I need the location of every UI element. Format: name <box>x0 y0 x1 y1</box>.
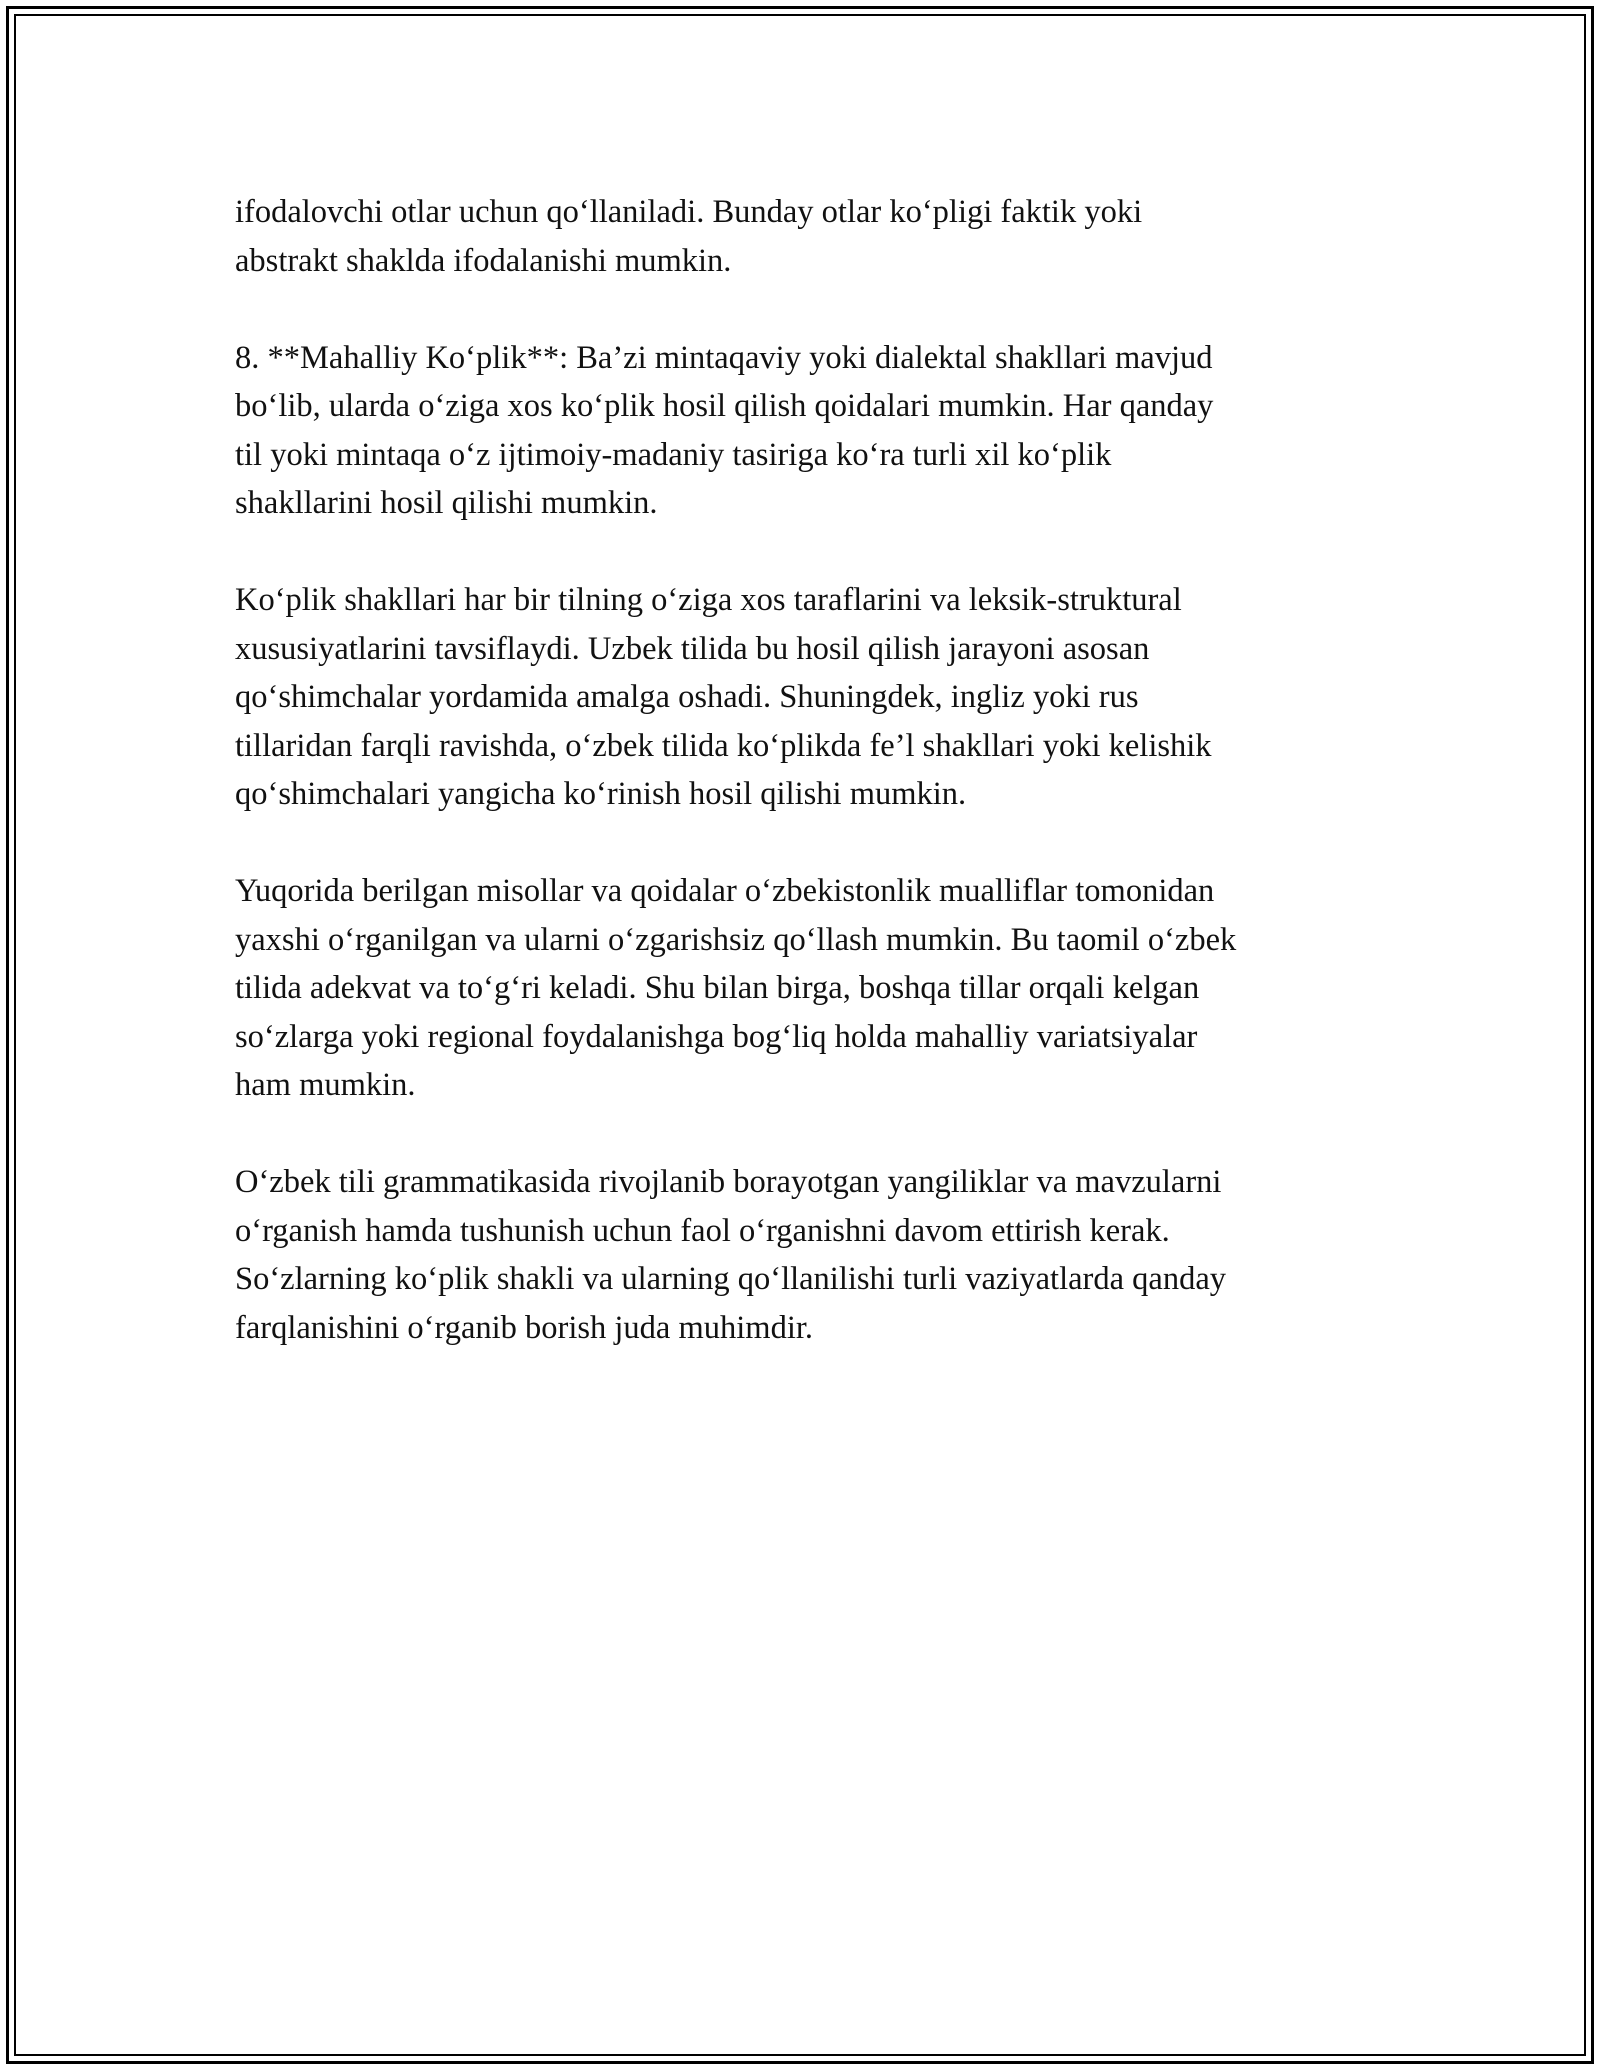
text-line: o‘rganish hamda tushunish uchun faol o‘rganishni davom ettirish kerak. <box>235 1212 1170 1249</box>
text-line: O‘zbek tili grammatikasida rivojlanib borayotgan yangiliklar va mavzularni <box>235 1164 1222 1200</box>
text-line: yaxshi o‘rganilgan va ularni o‘zgarishsiz qo‘llash mumkin. Bu taomil o‘zbek <box>235 921 1237 958</box>
text-line: Yuqorida berilgan misollar va qoidalar o‘zbekistonlik mualliflar tomonidan <box>235 873 1215 909</box>
text-line: abstrakt shaklda ifodalanishi mumkin. <box>235 242 732 279</box>
text-line: ham mumkin. <box>235 1067 416 1103</box>
paragraph-4 <box>235 867 1385 1110</box>
text-line: til yoki mintaqa o‘z ijtimoiy-madaniy tasiriga ko‘ra turli xil ko‘plik <box>235 436 1112 473</box>
text-line: Ko‘plik shakllari har bir tilning o‘ziga xos taraflarini va leksik-struktural <box>235 582 1182 618</box>
paragraph-5 <box>235 1158 1385 1352</box>
text-line: shakllarini hosil qilishi mumkin. <box>235 485 658 521</box>
text-line: tilida adekvat va to‘g‘ri keladi. Shu bilan birga, boshqa tillar orqali kelgan <box>235 970 1200 1006</box>
text-line: bo‘lib, ularda o‘ziga xos ko‘plik hosil qilish qoidalari mumkin. Har qanday <box>235 388 1214 424</box>
text-line: so‘zlarga yoki regional foydalanishga bog‘liq holda mahalliy variatsiyalar <box>235 1018 1198 1055</box>
text-line: So‘zlarning ko‘plik shakli va ularning qo‘llanilishi turli vaziyatlarda qanday <box>235 1261 1226 1297</box>
text-line: ifodalovchi otlar uchun qo‘llaniladi. Bunday otlar ko‘pligi faktik yoki <box>235 194 1143 230</box>
text-line: farqlanishini o‘rganib borish juda muhimdir. <box>235 1309 814 1346</box>
text-line: qo‘shimchalari yangicha ko‘rinish hosil qilishi mumkin. <box>235 776 967 812</box>
text-line: xususiyatlarini tavsiflaydi. Uzbek tilida bu hosil qilish jarayoni asosan <box>235 630 1150 667</box>
document-body <box>235 188 1385 1401</box>
text-line: tillaridan farqli ravishda, o‘zbek tilida ko‘plikda fe’l shakllari yoki kelishik <box>235 727 1212 764</box>
text-line: qo‘shimchalar yordamida amalga oshadi. Shuningdek, ingliz yoki rus <box>235 679 1139 715</box>
paragraph-2 <box>235 334 1385 528</box>
text-line: 8. **Mahalliy Ko‘plik**: Ba’zi mintaqaviy yoki dialektal shakllari mavjud <box>235 339 1213 376</box>
paragraph-1 <box>235 188 1385 285</box>
paragraph-3 <box>235 576 1385 819</box>
